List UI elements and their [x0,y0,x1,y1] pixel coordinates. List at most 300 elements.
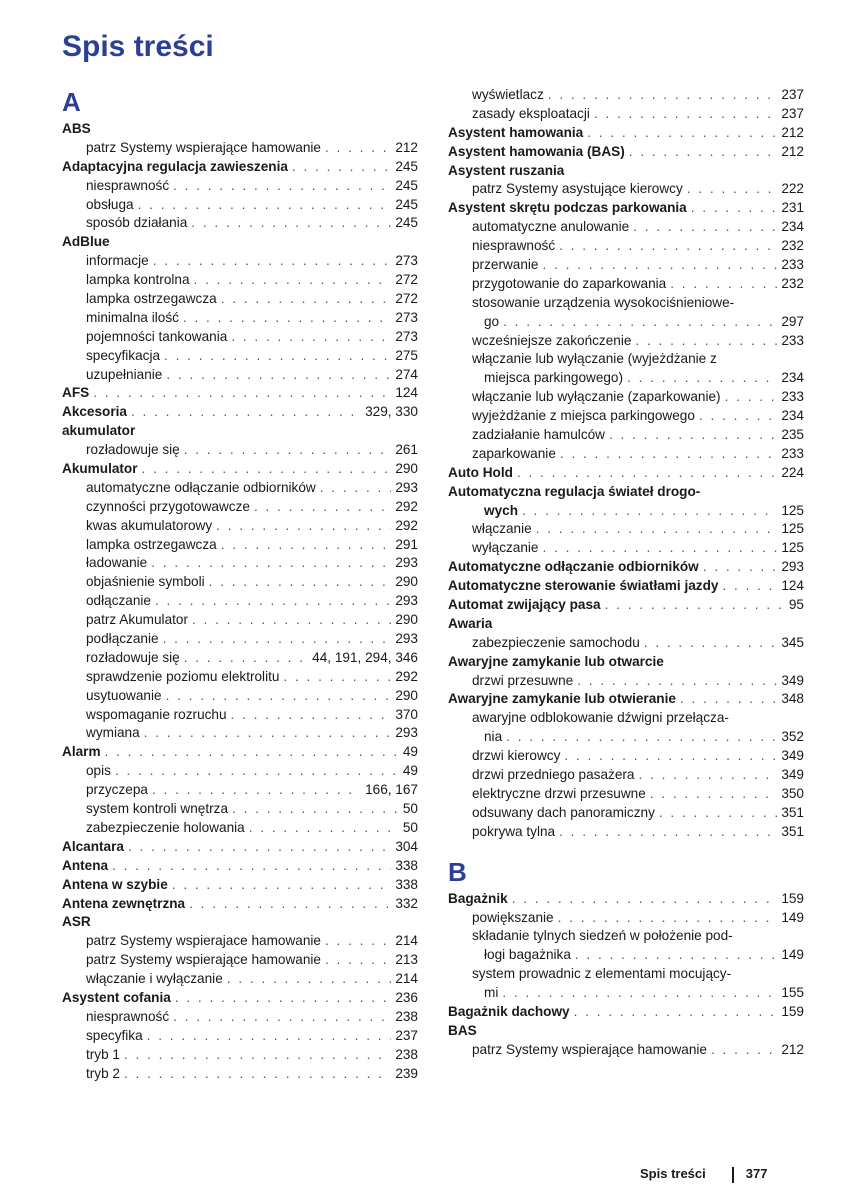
entry-term: system prowadnic z elementami mocujący- [472,966,732,982]
index-entry-sub[interactable] [448,965,804,984]
entry-page-ref: 49 [402,763,418,779]
index-entry-sub[interactable] [62,309,418,328]
index-entry-main[interactable] [62,913,418,932]
entry-page-ref: 95 [788,597,804,613]
entry-page-ref: 233 [781,445,804,461]
entry-page-ref: 233 [781,257,804,272]
index-entry-sub[interactable] [448,984,804,1003]
entry-term: kwas akumulatorowy [86,517,213,533]
dot-leader [216,517,391,536]
entry-term: Automat zwijający pasa [448,597,601,613]
entry-term: AdBlue [62,234,110,250]
dot-leader [153,252,392,271]
entry-term: system kontroli wnętrza [86,801,229,817]
dot-leader [680,690,777,709]
index-entry-sub[interactable] [448,539,804,558]
entry-term: obsługa [86,196,134,212]
dot-leader [152,781,361,800]
dot-leader [512,890,778,909]
index-entry-sub[interactable] [62,139,418,158]
entry-term: automatyczne odłączanie odbiorników [86,479,316,495]
entry-page-ref: 50 [402,819,418,835]
entry-term: drzwi przedniego pasażera [472,767,635,783]
dot-leader [605,596,785,615]
index-entry-main[interactable] [448,199,804,218]
entry-page-ref: 245 [395,196,418,212]
index-entry-sub[interactable] [62,347,418,366]
dot-leader [522,502,777,521]
index-entry-sub[interactable] [62,554,418,573]
entry-page-ref: 238 [395,1008,418,1024]
dot-leader [633,218,777,237]
index-entry-main[interactable] [448,615,804,634]
entry-term: Awaryjne zamykanie lub otwieranie [448,691,676,707]
index-entry-sub[interactable] [448,785,804,804]
entry-term: tryb 1 [86,1046,120,1062]
dot-leader [147,1027,392,1046]
index-entry-sub[interactable] [62,1027,418,1046]
dot-leader [189,895,391,914]
index-entry-sub[interactable] [448,927,804,946]
dot-leader [536,520,778,539]
entry-term: lampka ostrzegawcza [86,536,217,552]
index-entry-sub[interactable] [448,426,804,445]
entry-term: patrz Systemy wspierające hamowanie [86,952,321,968]
index-column-left [62,86,418,1083]
entry-page-ref: 233 [781,389,804,405]
entry-page-ref: 234 [781,370,804,386]
dot-leader [517,464,777,483]
index-entry-main[interactable] [448,890,804,909]
entry-term: Asystent hamowania (BAS) [448,143,625,159]
dot-leader [227,970,392,989]
index-entry-sub[interactable] [62,800,418,819]
dot-leader [93,384,391,403]
index-entry-sub[interactable] [62,517,418,536]
index-entry-sub[interactable] [62,762,418,781]
dot-leader [548,86,778,105]
index-entry-sub[interactable] [62,668,418,687]
dot-leader [254,498,391,517]
index-entry-main[interactable] [62,857,418,876]
index-entry-sub[interactable] [62,177,418,196]
index-entry-sub[interactable] [62,290,418,309]
entry-term: drzwi kierowcy [472,748,561,764]
entry-term: przerwanie [472,257,539,272]
entry-term: Alcantara [62,838,124,854]
entry-term: Adaptacyjna regulacja zawieszenia [62,158,288,174]
entry-term: patrz Systemy wspierające hamowanie [472,1041,707,1057]
index-entry-main[interactable] [62,838,418,857]
dot-leader [184,441,392,460]
entry-term: wyjeżdżanie z miejsca parkingowego [472,408,695,424]
index-entry-main[interactable] [448,483,804,502]
index-entry-main[interactable] [448,162,804,181]
entry-term: nia [484,729,503,745]
dot-leader [325,139,391,158]
dot-leader [183,309,391,328]
entry-term: automatyczne anulowanie [472,219,630,235]
index-entry-sub[interactable] [62,592,418,611]
section-letter: A [62,87,81,117]
index-column-right [448,86,804,1060]
index-entry-sub[interactable] [448,672,804,691]
dot-leader [142,460,392,479]
entry-term: sprawdzenie poziomu elektrolitu [86,668,280,684]
entry-term: wych [484,502,518,518]
entry-page-ref: 291 [395,536,418,552]
index-entry-main[interactable] [448,558,804,577]
dot-leader [502,984,777,1003]
dot-leader [128,838,391,857]
entry-page-ref: 224 [781,464,804,480]
dot-leader [221,290,392,309]
footer-section-label: Spis treści [640,1166,706,1181]
entry-term: Automatyczne odłączanie odbiorników [448,559,699,575]
entry-page-ref: 212 [395,139,418,155]
entry-page-ref: 159 [781,1003,804,1019]
entry-term: awaryjne odblokowanie dźwigni przełącza- [472,710,729,726]
dot-leader [320,479,392,498]
dot-leader [703,558,778,577]
entry-page-ref: 293 [781,559,804,575]
entry-term: Antena zewnętrzna [62,895,186,911]
index-entry-sub[interactable] [62,970,418,989]
index-entry-main[interactable] [62,158,418,177]
index-entry-main[interactable] [448,577,804,596]
index-entry-sub[interactable] [448,180,804,199]
index-entry-sub[interactable] [62,573,418,592]
entry-term: rozładowuje się [86,442,180,458]
entry-term: lampka ostrzegawcza [86,291,217,306]
index-entry-sub[interactable] [62,951,418,970]
entry-page-ref: 232 [781,238,804,254]
index-entry-sub[interactable] [62,781,418,800]
index-entry-sub[interactable] [62,328,418,347]
index-entry-main[interactable] [62,403,418,422]
index-entry-sub[interactable] [62,214,418,233]
index-entry-sub[interactable] [62,932,418,951]
entry-term: ABS [62,120,91,136]
entry-term: przygotowanie do zaparkowania [472,275,667,291]
entry-page-ref: 292 [395,517,418,533]
index-entry-sub[interactable] [448,86,804,105]
entry-term: Asystent skrętu podczas parkowania [448,200,687,216]
entry-term: czynności przygotowawcze [86,498,250,514]
dot-leader [124,1065,391,1084]
dot-leader [627,369,777,388]
entry-page-ref: 222 [781,181,804,197]
dot-leader [638,766,777,785]
entry-term: akumulator [62,423,136,439]
entry-page-ref: 245 [395,177,418,193]
entry-term: elektryczne drzwi przesuwne [472,785,646,801]
index-entry-sub[interactable] [448,388,804,407]
index-entry-main[interactable] [448,143,804,162]
entry-term: przyczepa [86,782,148,798]
index-entry-sub[interactable] [448,313,804,332]
entry-page-ref: 370 [395,706,418,722]
index-entry-sub[interactable] [62,1065,418,1084]
entry-page-ref: 49 [402,744,418,760]
entry-page-ref: 349 [781,767,804,783]
entry-term: patrz Systemy asystujące kierowcy [472,181,683,197]
index-entry-sub[interactable] [62,630,418,649]
index-entry-sub[interactable] [448,520,804,539]
index-entry-main[interactable] [62,120,418,139]
dot-leader [191,214,391,233]
index-entry-sub[interactable] [448,332,804,351]
index-entry-sub[interactable] [62,498,418,517]
entry-page-ref: 352 [781,729,804,745]
entry-term: wymiana [86,725,140,741]
index-entry-sub[interactable] [62,649,418,668]
index-entry-main[interactable] [62,460,418,479]
entry-page-ref: 292 [395,668,418,684]
dot-leader [506,728,777,747]
index-entry-sub[interactable] [448,237,804,256]
index-entry-sub[interactable] [448,823,804,842]
entry-term: Alarm [62,744,101,760]
entry-page-ref: 237 [395,1027,418,1043]
entry-page-ref: 348 [781,691,804,707]
index-entry-sub[interactable] [62,687,418,706]
entry-page-ref: 293 [395,555,418,571]
entry-term: Asystent ruszania [448,162,565,178]
entry-page-ref: 234 [781,219,804,235]
entry-term: stosowanie urządzenia wysokociśnieniowe- [472,294,735,310]
index-entry-main[interactable] [62,876,418,895]
index-entry-sub[interactable] [448,747,804,766]
entry-page-ref: 245 [395,158,418,174]
index-entry-main[interactable] [62,422,418,441]
entry-page-ref: 290 [395,612,418,628]
entry-term: lampka kontrolna [86,272,190,288]
index-entry-sub[interactable] [448,294,804,313]
entry-page-ref: 159 [781,890,804,906]
entry-page-ref: 273 [395,328,418,344]
entry-term: podłączanie [86,631,159,647]
index-entry-sub[interactable] [448,909,804,928]
entry-term: łogi bagażnika [484,947,571,963]
entry-page-ref: 290 [395,461,418,477]
index-entry-sub[interactable] [62,252,418,271]
index-entry-main[interactable] [448,691,804,710]
entry-page-ref: 155 [781,985,804,1001]
dot-leader [231,706,392,725]
index-entry-main[interactable] [448,1003,804,1022]
entry-term: włączanie i wyłączanie [86,971,223,987]
index-entry-sub[interactable] [448,369,804,388]
entry-page-ref: 274 [395,366,418,382]
dot-leader [503,313,777,332]
entry-term: Awaryjne zamykanie lub otwarcie [448,653,664,669]
entry-term: patrz Akumulator [86,612,188,628]
entry-page-ref: 293 [395,593,418,609]
entry-term: mi [484,985,499,1001]
entry-term: tryb 2 [86,1065,120,1081]
index-entry-sub[interactable] [62,271,418,290]
entry-page-ref: 338 [395,857,418,873]
index-entry-main[interactable] [62,384,418,403]
index-entry-main[interactable] [448,502,804,521]
index-entry-sub[interactable] [62,366,418,385]
dot-leader [687,180,778,199]
index-entry-sub[interactable] [448,946,804,965]
entry-term: go [484,313,500,329]
entry-page-ref: 235 [781,427,804,443]
dot-leader [574,1003,778,1022]
index-entry-main[interactable] [448,653,804,672]
index-entry-main[interactable] [448,464,804,483]
index-entry-sub[interactable] [448,709,804,728]
entry-term: Asystent hamowania [448,124,584,140]
dot-leader [155,592,391,611]
index-entry-sub[interactable] [62,196,418,215]
entry-term: Automatyczna regulacja świateł drogo- [448,483,701,499]
entry-page-ref: 232 [781,275,804,291]
index-entry-sub[interactable] [448,1041,804,1060]
entry-term: Akumulator [62,461,138,477]
index-entry-sub[interactable] [448,766,804,785]
index-entry-main[interactable] [448,596,804,615]
entry-term: objaśnienie symboli [86,574,205,590]
entry-page-ref: 238 [395,1046,418,1062]
index-entry-sub[interactable] [62,706,418,725]
page-number: 377 [745,1166,768,1181]
index-entry-sub[interactable] [448,105,804,124]
index-entry-sub[interactable] [448,407,804,426]
index-entry-sub[interactable] [62,819,418,838]
entry-term: odsuwany dach panoramiczny [472,804,655,820]
dot-leader [325,951,391,970]
index-entry-main[interactable] [448,124,804,143]
dot-leader [166,687,392,706]
dot-leader [112,857,391,876]
entry-term: sposób działania [86,215,188,231]
dot-leader [650,785,778,804]
dot-leader [232,800,399,819]
index-entry-sub[interactable] [62,611,418,630]
dot-leader [131,403,361,422]
dot-leader [587,124,777,143]
entry-term: włączanie [472,521,532,537]
entry-page-ref: 349 [781,672,804,688]
entry-term: wcześniejsze zakończenie [472,332,632,348]
index-entry-main[interactable] [62,895,418,914]
entry-term: Automatyczne sterowanie światłami jazdy [448,578,719,594]
dot-leader [560,445,777,464]
index-entry-sub[interactable] [448,275,804,294]
dot-leader [635,332,777,351]
entry-page-ref: 125 [781,521,804,537]
entry-term: drzwi przesuwne [472,672,574,688]
dot-leader [283,668,391,687]
index-entry-main[interactable] [62,233,418,252]
index-entry-sub[interactable] [448,350,804,369]
entry-term: Bagażnik [448,890,508,906]
index-entry-sub[interactable] [62,1008,418,1027]
entry-page-ref: 351 [781,823,804,839]
entry-page-ref: 297 [781,313,804,329]
index-entry-sub[interactable] [62,1046,418,1065]
index-entry-main[interactable] [62,989,418,1008]
dot-leader [659,804,777,823]
entry-term: rozładowuje się [86,649,180,665]
entry-term: patrz Systemy wspierające hamowanie [86,139,321,155]
dot-leader [559,823,777,842]
entry-term: niesprawność [472,238,556,254]
index-entry-sub[interactable] [448,445,804,464]
entry-term: pojemności tankowania [86,328,228,344]
dot-leader [192,611,391,630]
section-spacer [448,842,804,856]
entry-term: składanie tylnych siedzeń w położenie pod- [472,928,733,944]
entry-page-ref: 273 [395,309,418,325]
dot-leader [194,271,392,290]
dot-leader [575,946,777,965]
entry-page-ref: 350 [781,785,804,801]
entry-page-ref: 292 [395,498,418,514]
entry-term: wspomaganie rozruchu [86,706,227,722]
dot-leader [543,256,778,275]
entry-page-ref: 236 [395,989,418,1005]
entry-term: niesprawność [86,1008,170,1024]
index-entry-sub[interactable] [62,725,418,744]
index-entry-sub[interactable] [62,479,418,498]
dot-leader [144,724,392,743]
entry-term: AFS [62,385,90,401]
entry-page-ref: 44, 191, 294, 346 [312,649,418,665]
footer-divider [732,1167,734,1183]
entry-term: zasady eksploatacji [472,105,590,121]
entry-term: Awaria [448,615,493,631]
dot-leader [231,328,391,347]
dot-leader [115,762,399,781]
entry-page-ref: 345 [781,634,804,650]
dot-leader [175,989,392,1008]
index-entry-main[interactable] [448,1022,804,1041]
entry-page-ref: 351 [781,804,804,820]
entry-term: włączanie lub wyłączanie (zaparkowanie) [472,389,721,405]
entry-page-ref: 275 [395,347,418,363]
index-entry-sub[interactable] [448,728,804,747]
entry-term: Antena w szybie [62,876,168,892]
entry-page-ref: 212 [781,1041,804,1057]
entry-term: opis [86,763,111,779]
entry-term: zabezpieczenie holowania [86,819,245,835]
entry-page-ref: 237 [781,86,804,102]
index-entry-main[interactable] [62,743,418,762]
entry-page-ref: 50 [402,801,418,817]
index-entry-sub[interactable] [448,804,804,823]
entry-page-ref: 272 [395,272,418,288]
entry-term: Asystent cofania [62,989,171,1005]
entry-page-ref: 261 [395,442,418,458]
dot-leader [105,743,399,762]
entry-term: zabezpieczenie samochodu [472,634,640,650]
entry-page-ref: 213 [395,952,418,968]
index-entry-sub[interactable] [448,634,804,653]
dot-leader [564,747,777,766]
entry-page-ref: 245 [395,215,418,231]
entry-term: patrz Systemy wspierajace hamowanie [86,933,321,949]
index-entry-sub[interactable] [62,441,418,460]
dot-leader [543,539,778,558]
index-entry-sub[interactable] [448,218,804,237]
index-entry-sub[interactable] [448,256,804,275]
index-entry-sub[interactable] [62,536,418,555]
